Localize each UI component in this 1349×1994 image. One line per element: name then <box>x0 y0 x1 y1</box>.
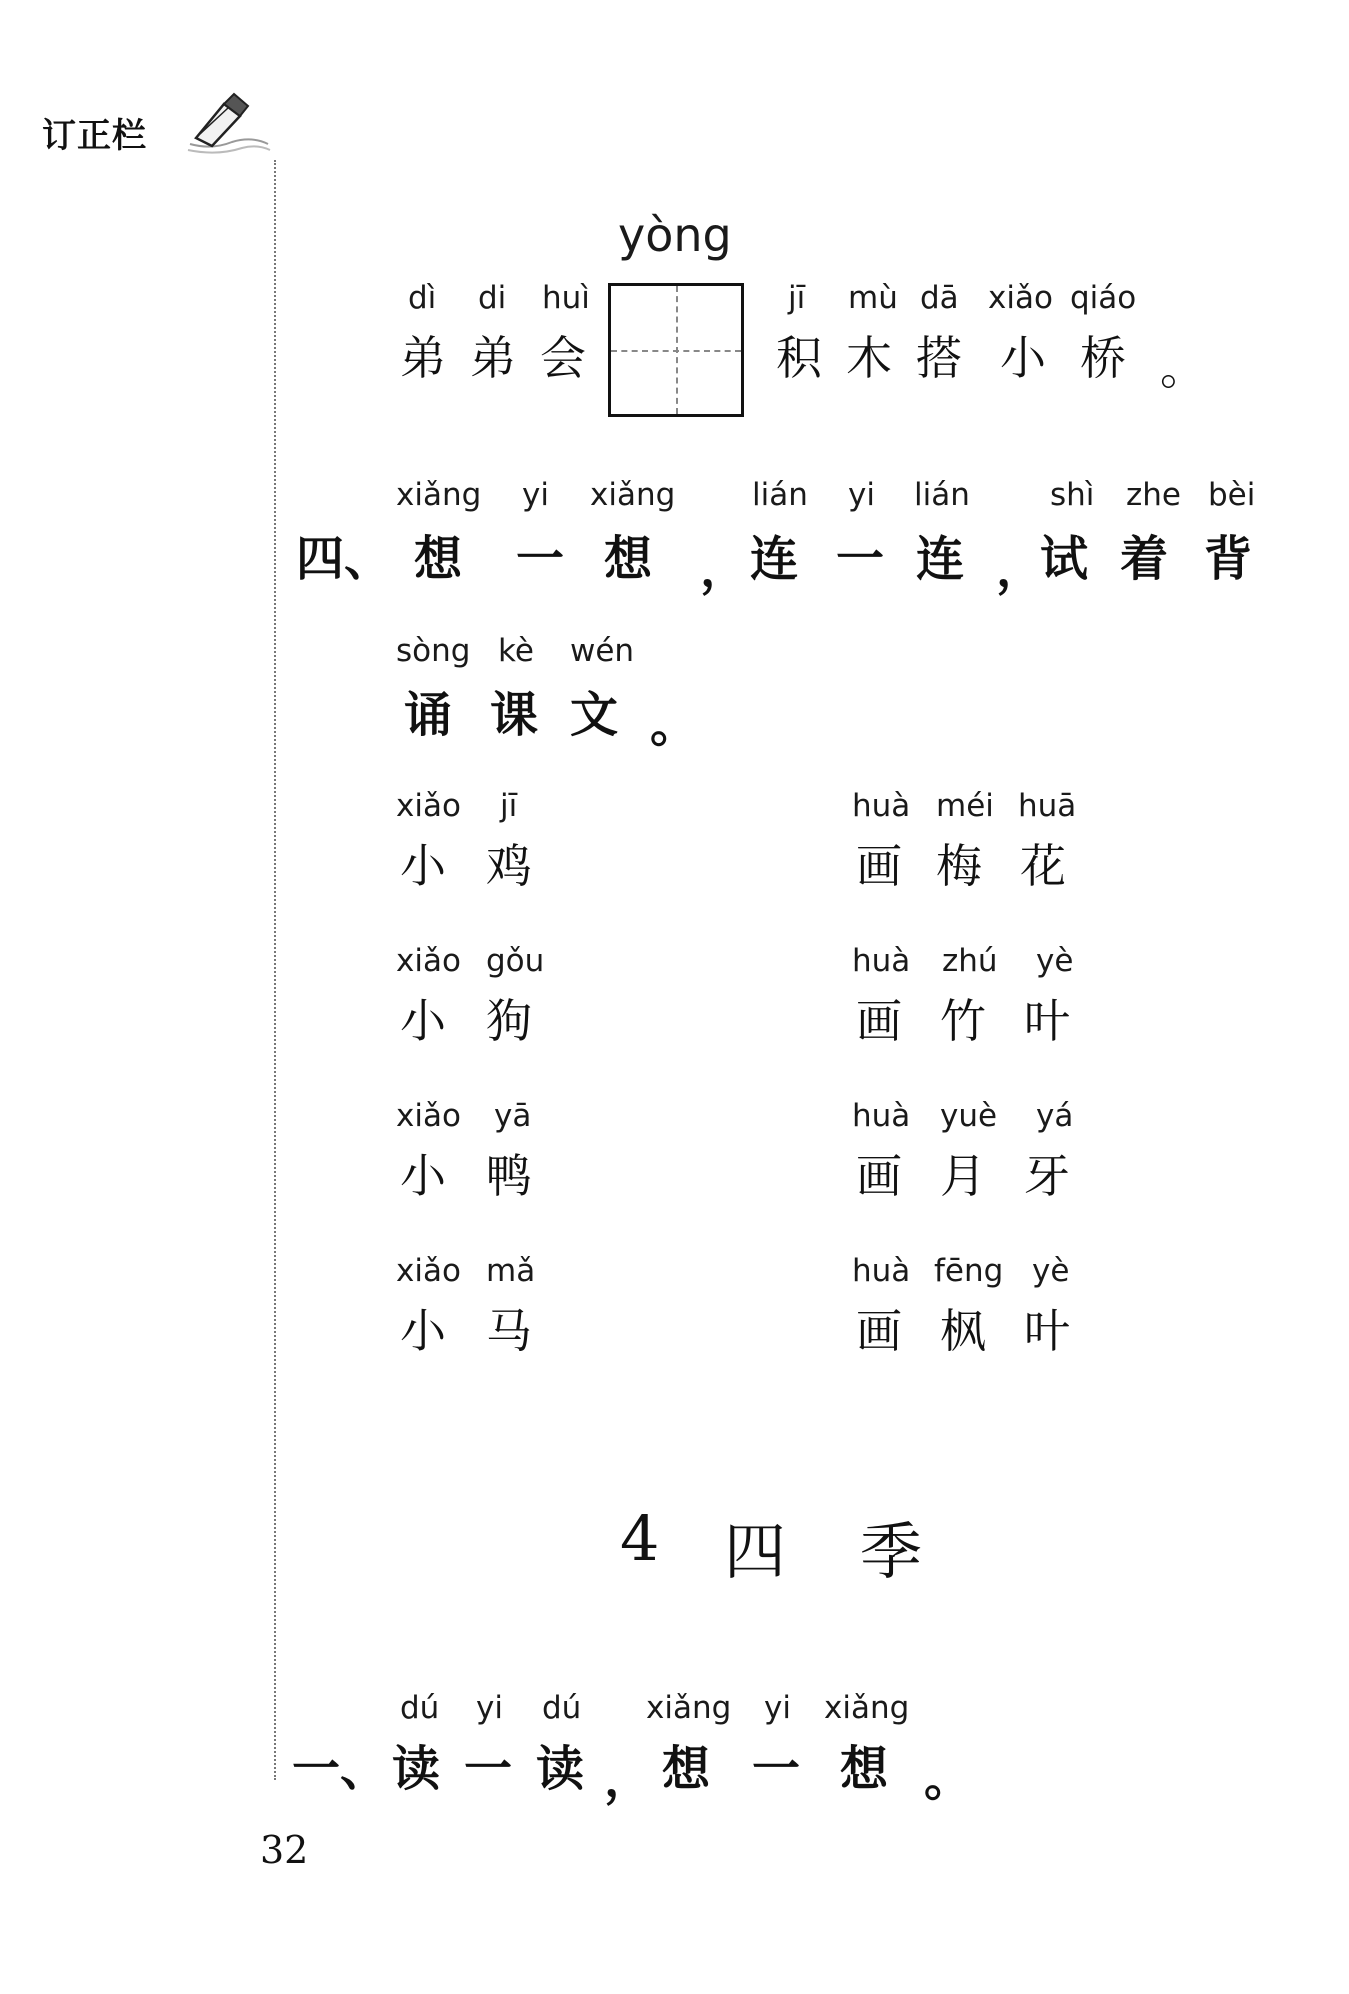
match-item-right-char[interactable]: 枫 <box>940 1304 986 1358</box>
answer-pinyin: yòng <box>618 208 732 262</box>
pinyin: lián <box>914 477 970 513</box>
section-heading-char: 读 <box>536 1741 585 1797</box>
section-heading-punct: ， <box>996 541 1045 597</box>
section-heading-char: 想 <box>662 1741 711 1797</box>
section-heading-char: 诵 <box>404 687 453 743</box>
pinyin: huà <box>852 1253 911 1289</box>
match-item-left-char[interactable]: 小 <box>400 1149 446 1203</box>
section-heading-char: 试 <box>1040 531 1089 587</box>
pinyin: gǒu <box>486 943 545 979</box>
pinyin: qiáo <box>1070 280 1137 316</box>
pinyin: yuè <box>940 1098 998 1134</box>
pinyin: yè <box>1036 943 1074 979</box>
section-heading-char: 想 <box>840 1741 889 1797</box>
pinyin: yi <box>764 1690 791 1726</box>
pinyin: zhú <box>942 943 998 979</box>
hanzi: 木 <box>846 331 892 385</box>
match-item-right-char[interactable]: 叶 <box>1024 994 1070 1048</box>
hanzi: 小 <box>1000 331 1046 385</box>
section-heading-char: 一 <box>464 1741 513 1797</box>
match-item-right-char[interactable]: 梅 <box>936 839 982 893</box>
section-heading-char: 一 <box>752 1741 801 1797</box>
pinyin: xiǎo <box>396 788 461 824</box>
hanzi: 会 <box>540 331 586 385</box>
section-heading-char: 想 <box>414 531 463 587</box>
section-heading-char: 文 <box>570 687 619 743</box>
pinyin: xiǎo <box>988 280 1053 316</box>
pinyin: huì <box>542 280 590 316</box>
match-item-left-char[interactable]: 鸡 <box>486 839 532 893</box>
pinyin: dì <box>408 280 437 316</box>
lesson-title-char: 四 <box>724 1515 787 1588</box>
section-heading-char: 想 <box>604 531 653 587</box>
section-heading-punct: 。 <box>924 1751 973 1807</box>
match-item-left-char[interactable]: 狗 <box>486 994 532 1048</box>
section-heading-char: 背 <box>1204 531 1253 587</box>
match-item-left-char[interactable]: 马 <box>486 1304 532 1358</box>
pinyin: huà <box>852 788 911 824</box>
pinyin: dú <box>542 1690 582 1726</box>
pinyin: dā <box>920 280 959 316</box>
pinyin: xiǎo <box>396 1098 461 1134</box>
pinyin: kè <box>498 633 534 669</box>
section-number: 四、 <box>296 531 393 587</box>
pinyin: xiǎo <box>396 1253 461 1289</box>
pinyin: xiǎo <box>396 943 461 979</box>
match-item-right-char[interactable]: 竹 <box>940 994 986 1048</box>
answer-writing-box[interactable] <box>608 283 744 417</box>
hanzi: 弟 <box>470 331 516 385</box>
section-heading-punct: 。 <box>650 697 699 753</box>
hanzi: 桥 <box>1080 331 1126 385</box>
match-item-right-char[interactable]: 画 <box>856 1304 902 1358</box>
hanzi: 搭 <box>916 331 962 385</box>
pinyin: yi <box>848 477 875 513</box>
section-heading-char: 读 <box>392 1741 441 1797</box>
hanzi: 弟 <box>400 331 446 385</box>
section-heading-char: 一 <box>516 531 565 587</box>
section-heading-char: 连 <box>916 531 965 587</box>
section-heading-char: 连 <box>750 531 799 587</box>
pinyin: lián <box>752 477 808 513</box>
pinyin: yi <box>476 1690 503 1726</box>
pinyin: mǎ <box>486 1253 536 1289</box>
match-item-right-char[interactable]: 叶 <box>1024 1304 1070 1358</box>
pinyin: di <box>478 280 507 316</box>
match-item-left-char[interactable]: 小 <box>400 839 446 893</box>
pinyin: huà <box>852 1098 911 1134</box>
section-heading-char: 着 <box>1120 531 1169 587</box>
pinyin: fēng <box>934 1253 1004 1289</box>
section-heading-punct: ， <box>700 541 749 597</box>
match-item-right-char[interactable]: 画 <box>856 1149 902 1203</box>
pinyin: yi <box>522 477 549 513</box>
pinyin: xiǎng <box>824 1690 910 1726</box>
section-heading-punct: ， <box>604 1751 653 1807</box>
pinyin: sòng <box>396 633 471 669</box>
pinyin: huā <box>1018 788 1077 824</box>
pinyin: yá <box>1036 1098 1074 1134</box>
pinyin: jī <box>788 280 806 316</box>
pencil-eraser-icon <box>182 92 272 156</box>
pinyin: wén <box>570 633 635 669</box>
hanzi: 积 <box>776 331 822 385</box>
correction-margin-line <box>274 160 276 1780</box>
pinyin: xiǎng <box>396 477 482 513</box>
match-item-left-char[interactable]: 小 <box>400 1304 446 1358</box>
pinyin: huà <box>852 943 911 979</box>
match-item-left-char[interactable]: 小 <box>400 994 446 1048</box>
section-heading-char: 课 <box>490 687 539 743</box>
pinyin: jī <box>500 788 518 824</box>
match-item-right-char[interactable]: 画 <box>856 839 902 893</box>
match-item-right-char[interactable]: 花 <box>1020 839 1066 893</box>
pinyin: dú <box>400 1690 440 1726</box>
pinyin: xiǎng <box>646 1690 732 1726</box>
section-number: 一、 <box>292 1741 389 1797</box>
pinyin: xiǎng <box>590 477 676 513</box>
pinyin: yā <box>494 1098 532 1134</box>
pinyin: mù <box>848 280 898 316</box>
match-item-left-char[interactable]: 鸭 <box>486 1149 532 1203</box>
lesson-title-char: 季 <box>860 1515 923 1588</box>
match-item-right-char[interactable]: 牙 <box>1024 1149 1070 1203</box>
punctuation: 。 <box>1160 341 1206 395</box>
page-number: 32 <box>260 1828 309 1872</box>
pinyin: zhe <box>1126 477 1181 513</box>
pinyin: yè <box>1032 1253 1070 1289</box>
pinyin: bèi <box>1208 477 1256 513</box>
pinyin: méi <box>936 788 994 824</box>
pinyin: shì <box>1050 477 1095 513</box>
section-heading-char: 一 <box>836 531 885 587</box>
match-item-right-char[interactable]: 画 <box>856 994 902 1048</box>
lesson-number: 4 <box>620 1502 660 1575</box>
match-item-right-char[interactable]: 月 <box>940 1149 986 1203</box>
sidebar-title: 订正栏 <box>42 116 147 156</box>
